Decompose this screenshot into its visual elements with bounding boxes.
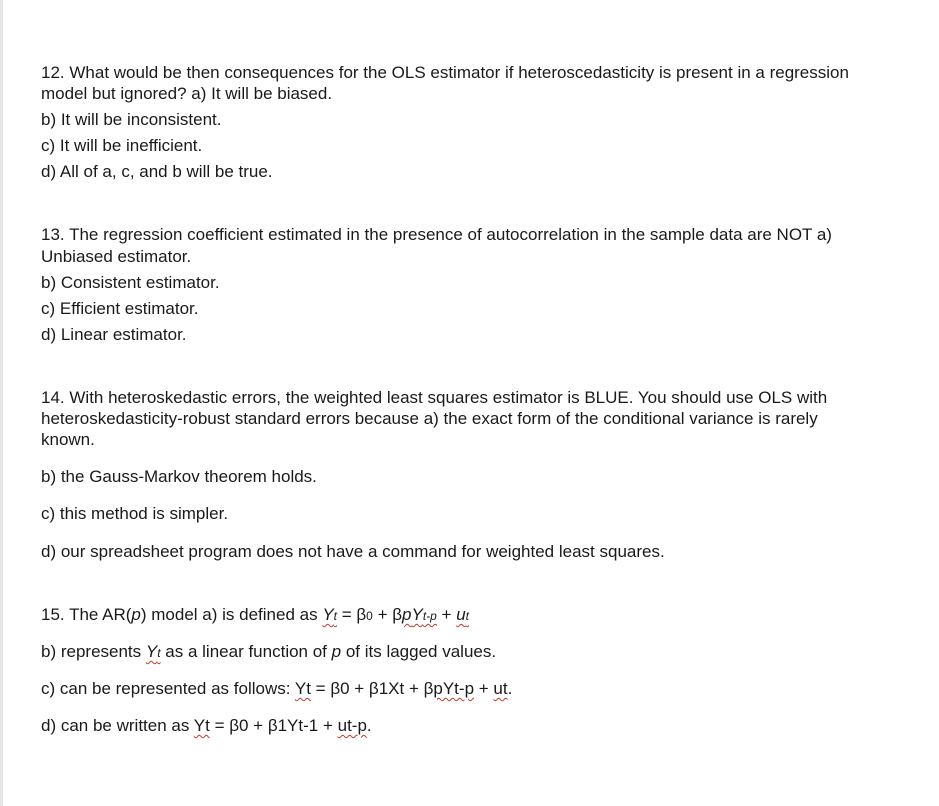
q13-stem-line2: Unbiased estimator.: [41, 247, 192, 266]
q14-stem-line3: known.: [41, 430, 95, 449]
q12-stem-line2: model but ignored? a) It will be biased.: [41, 84, 333, 103]
q15-option-d-y: Yt: [193, 716, 210, 735]
page-left-edge: [0, 0, 3, 806]
q12-option-c: c) It will be inefficient.: [41, 136, 203, 155]
q12-option-b: b) It will be inconsistent.: [41, 110, 222, 129]
q15-option-b-y: Yt: [145, 642, 161, 661]
q15-option-c-y: Yt: [294, 679, 311, 698]
q15-stem: 15. The AR(p) model a) is defined as Yt = β0 + βpYt-p + ut: [41, 605, 470, 624]
q14-stem-line1: 14. With heteroskedastic errors, the weighted least squares estimator is BLUE. You should use OLS with: [41, 388, 828, 407]
q15-option-c-ut: ut: [493, 679, 508, 698]
q12-stem-line1: 12. What would be then consequences for the OLS estimator if heteroscedasticity is present in a regression: [41, 63, 849, 82]
q13-option-c: c) Efficient estimator.: [41, 299, 199, 318]
q15-formula-u: ut: [456, 605, 470, 624]
q13-stem-line1: 13. The regression coefficient estimated in the presence of autocorrelation in the sample data are NOT a): [41, 225, 832, 244]
q14-option-d: d) our spreadsheet program does not have a command for weighted least squares.: [41, 542, 665, 561]
q15-formula-pyp: pYt-p: [402, 605, 437, 624]
q15-option-d-u: ut-p: [337, 716, 367, 735]
q15-formula-y: Yt: [322, 605, 337, 624]
q15-option-d: d) can be written as Yt = β0 + β1Yt-1 + ut-p.: [41, 716, 372, 735]
q13-option-d: d) Linear estimator.: [41, 325, 187, 344]
q13-option-b: b) Consistent estimator.: [41, 273, 220, 292]
q12-option-d: d) All of a, c, and b will be true.: [41, 162, 273, 181]
q15-option-c-pyp: pYt-p: [433, 679, 475, 698]
q15-option-b: b) represents Yt as a linear function of p of its lagged values.: [41, 642, 497, 661]
q14-stem-line2: heteroskedasticity-robust standard errors because a) the exact form of the conditional variance is rarely: [41, 409, 818, 428]
q15-option-c: c) can be represented as follows: Yt = β0 + β1Xt + βpYt-p + ut.: [41, 679, 513, 698]
q14-option-b: b) the Gauss-Markov theorem holds.: [41, 467, 317, 486]
q14-option-c: c) this method is simpler.: [41, 504, 229, 523]
